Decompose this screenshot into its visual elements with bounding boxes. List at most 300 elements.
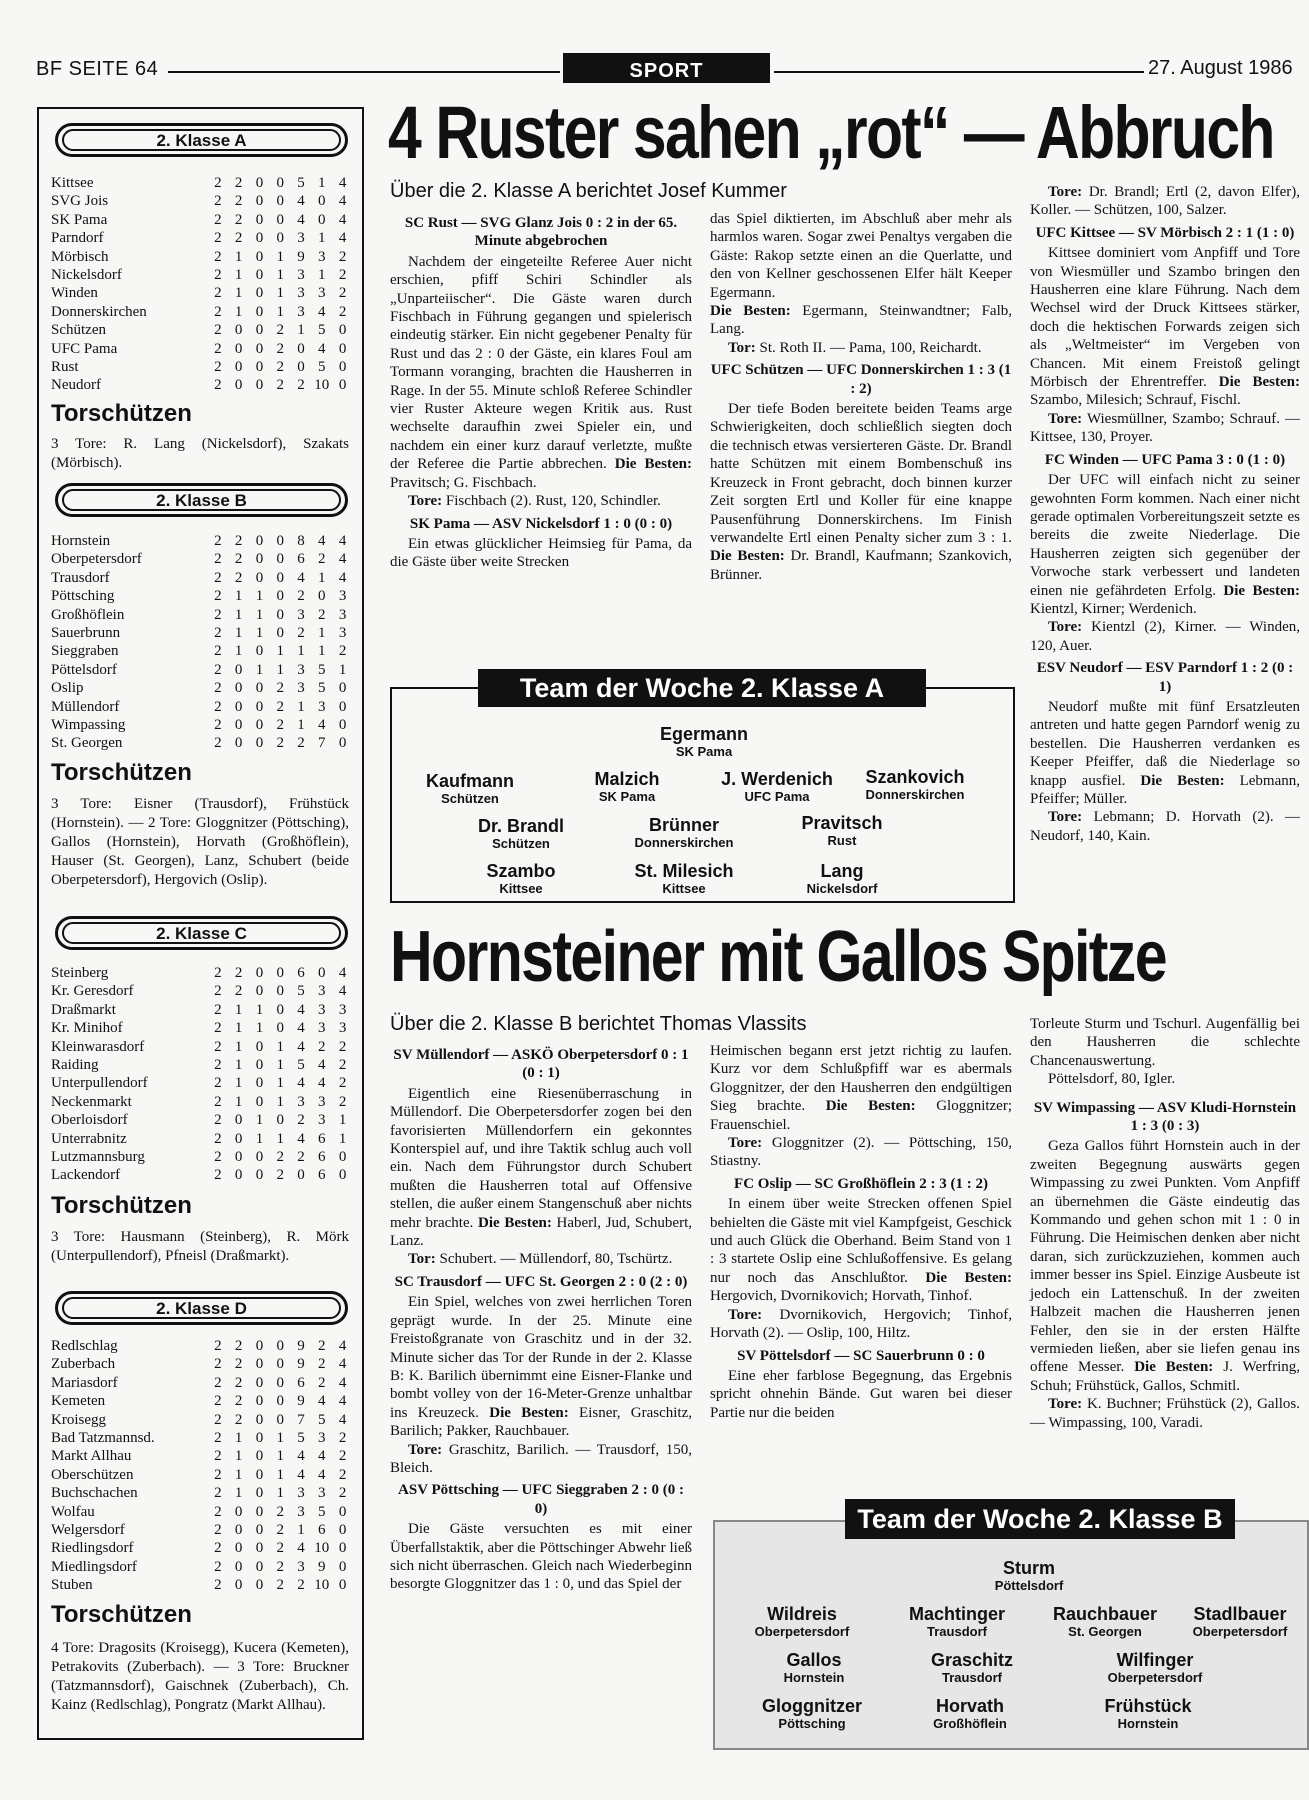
stat-cell: 1 [234, 1038, 243, 1055]
stat-cell: 2 [338, 1093, 347, 1110]
stat-cell: 1 [234, 267, 243, 284]
stat-cell: 4 [297, 569, 305, 586]
match-heading: FC Winden — UFC Pama 3 : 0 (1 : 0) [1044, 451, 1286, 468]
stat-cell: 2 [214, 588, 222, 605]
stat-cell: 0 [255, 717, 264, 734]
stat-cell: 4 [338, 211, 347, 228]
stat-cell: 2 [214, 661, 222, 678]
team-a-player: Kaufmann Schützen [425, 771, 514, 806]
stat-cell: 3 [297, 1503, 305, 1520]
stat-cell: 0 [234, 1522, 243, 1539]
article-b-column-2 [710, 1042, 1012, 1422]
stat-cell: 3 [318, 285, 326, 302]
stat-cell: 2 [234, 965, 243, 981]
stat-cell: 2 [214, 983, 222, 1000]
stat-cell: 2 [338, 303, 347, 320]
table-row [51, 1166, 353, 1184]
stat-cell: 4 [338, 1393, 347, 1410]
stat-cell: 1 [318, 569, 326, 586]
stat-cell: 4 [338, 1374, 347, 1391]
team-a-player: J. Werdenich UFC Pama [721, 769, 833, 804]
stat-cell: 2 [214, 377, 222, 394]
team-of-week-a-title: Team der Woche 2. Klasse A [478, 669, 926, 707]
stat-cell: 2 [214, 1093, 222, 1110]
stat-cell: 4 [318, 1448, 326, 1465]
stat-cell: 0 [255, 285, 264, 302]
stat-cell: 1 [297, 643, 305, 660]
stat-cell: 2 [214, 1149, 222, 1166]
team-name: Nickelsdorf [51, 267, 122, 284]
stat-cell: 0 [338, 717, 347, 734]
team-of-week-a [390, 673, 1015, 903]
stat-cell: 2 [276, 340, 284, 357]
stat-cell: 1 [234, 1093, 243, 1110]
match-report: Heimischen begann erst jetzt richtig zu laufen. Kurz vor dem Schlußpfiff war es abermals Gloggnitzer, der den Hausherren den endgültigen Sieg brachte. Die Besten: Gloggnitzer; Frauenschiel. [710, 1043, 1013, 1133]
stat-cell: 1 [338, 1130, 347, 1147]
stat-cell: 2 [297, 1149, 305, 1166]
stat-cell: 9 [297, 1393, 305, 1410]
match-scorers: Tore: Wiesmüllner, Szambo; Schrauf. — Kittsee, 130, Proyer. [1030, 410, 1300, 446]
stat-cell: 2 [214, 193, 222, 210]
stat-cell: 2 [214, 1057, 222, 1074]
stat-cell: 3 [318, 1112, 326, 1129]
stat-cell: 0 [234, 1503, 243, 1520]
stat-cell: 4 [318, 1075, 326, 1092]
table-row [51, 284, 353, 302]
stat-cell: 2 [214, 1356, 222, 1373]
table-row [51, 1429, 353, 1447]
stat-cell: 2 [276, 1577, 284, 1594]
table-row [51, 550, 353, 568]
team-name: Steinberg [51, 965, 109, 981]
stat-cell: 0 [234, 340, 243, 357]
stat-cell: 0 [338, 340, 347, 357]
stat-cell: 0 [234, 1540, 243, 1557]
stat-cell: 4 [338, 965, 347, 981]
stat-cell: 4 [297, 1075, 305, 1092]
stat-cell: 2 [318, 1356, 326, 1373]
stat-cell: 0 [234, 1112, 243, 1129]
stat-cell: 4 [297, 1466, 305, 1483]
table-row [51, 982, 353, 1000]
table-row [51, 1484, 353, 1502]
stat-cell: 2 [276, 1558, 284, 1575]
table-row [51, 1111, 353, 1129]
table-row [51, 248, 353, 266]
table-row [51, 964, 353, 982]
stat-cell: 3 [338, 625, 347, 642]
team-name: Oberpetersdorf [51, 551, 142, 568]
team-name: Schützen [51, 322, 106, 339]
match-report: In einem über weite Strecken offenen Spiel behielten die Gäste mit viel Kampfgeist, Geschick und auch Glück die Oberhand. Beim Stand von 1 : 3 startete Oslip eine Schlußoffensive. Es gelang nur noch das Anschlußtor. Die Besten: Hergovich, Dvornikovich; Horvath, Tinhof. [710, 1196, 1013, 1305]
team-name: Buchschachen [51, 1485, 138, 1502]
team-name: Zuberbach [51, 1356, 116, 1373]
stat-cell: 0 [255, 1393, 264, 1410]
stat-cell: 2 [214, 533, 222, 549]
team-name: Redlschlag [51, 1338, 118, 1354]
stat-cell: 3 [297, 285, 305, 302]
team-name: Trausdorf [51, 569, 110, 586]
stat-cell: 6 [318, 1522, 326, 1539]
team-b-player: Horvath Großhöflein [933, 1696, 1007, 1731]
stat-cell: 0 [276, 1338, 284, 1354]
stat-cell: 3 [318, 1093, 326, 1110]
stat-cell: 2 [297, 625, 305, 642]
match-best-players: Die Besten: Egermann, Steinwandtner; Falb, Lang. [710, 303, 1012, 338]
stat-cell: 0 [234, 1130, 243, 1147]
stat-cell: 1 [234, 285, 243, 302]
stat-cell: 2 [214, 359, 222, 376]
stat-cell: 2 [338, 1448, 347, 1465]
stat-cell: 1 [297, 698, 305, 715]
stat-cell: 4 [297, 1001, 305, 1018]
article-b-column-3 [1030, 1015, 1300, 1432]
stat-cell: 0 [255, 230, 264, 247]
team-name: St. Georgen [51, 735, 123, 752]
stat-cell: 4 [338, 1411, 347, 1428]
stat-cell: 2 [214, 1393, 222, 1410]
team-a-player: Szankovich Donnerskirchen [865, 767, 965, 802]
stat-cell: 1 [234, 248, 243, 265]
stat-cell: 2 [214, 267, 222, 284]
stat-cell: 4 [318, 1057, 326, 1074]
stat-cell: 5 [318, 359, 326, 376]
team-name: Stuben [51, 1577, 93, 1594]
stat-cell: 4 [338, 1356, 347, 1373]
stat-cell: 0 [318, 588, 326, 605]
stat-cell: 1 [276, 1093, 284, 1110]
stat-cell: 0 [234, 735, 243, 752]
stat-cell: 0 [255, 211, 264, 228]
stat-cell: 2 [214, 1503, 222, 1520]
stat-cell: 4 [338, 230, 347, 247]
stat-cell: 4 [297, 211, 305, 228]
stat-cell: 0 [338, 698, 347, 715]
match-heading: FC Oslip — SC Großhöflein 2 : 3 (1 : 2) [734, 1175, 988, 1192]
stat-cell: 4 [297, 1130, 305, 1147]
stat-cell: 2 [276, 1149, 284, 1166]
table-row [51, 624, 353, 642]
team-a-player: Dr. Brandl Schützen [477, 816, 565, 851]
match-heading: SC Trausdorf — UFC St. Georgen 2 : 0 (2 : 0) [394, 1273, 688, 1290]
stat-cell: 10 [314, 1540, 330, 1557]
table-row [51, 1130, 353, 1148]
klasse-c-scorers: 3 Tore: Hausmann (Steinberg), R. Mörk (Unterpullendorf), Pfneisl (Draßmarkt). [51, 1229, 349, 1264]
stat-cell: 0 [255, 1503, 264, 1520]
stat-cell: 3 [318, 698, 326, 715]
klasse-c-table [51, 964, 353, 1185]
stat-cell: 1 [234, 1430, 243, 1447]
stat-cell: 1 [255, 1112, 264, 1129]
stat-cell: 2 [234, 1374, 243, 1391]
stat-cell: 2 [297, 1577, 305, 1594]
team-name: Müllendorf [51, 698, 120, 715]
stat-cell: 1 [234, 606, 243, 623]
stat-cell: 2 [276, 1503, 284, 1520]
stat-cell: 2 [297, 588, 305, 605]
stat-cell: 3 [297, 303, 305, 320]
stat-cell: 5 [297, 1057, 305, 1074]
stat-cell: 10 [314, 377, 330, 394]
stat-cell: 2 [338, 643, 347, 660]
stat-cell: 1 [338, 1112, 347, 1129]
stat-cell: 2 [214, 1411, 222, 1428]
table-row [51, 698, 353, 716]
stat-cell: 9 [297, 248, 305, 265]
team-a-player: Egermann SK Pama [659, 724, 749, 759]
team-name: Mariasdorf [51, 1374, 118, 1391]
match-scorers: Tore: Dr. Brandl; Ertl (2, davon Elfer), Koller. — Schützen, 100, Salzer. [1030, 184, 1300, 219]
stat-cell: 2 [214, 698, 222, 715]
issue-date: 27. August 1986 [1148, 57, 1293, 79]
stat-cell: 1 [297, 1522, 305, 1539]
match-heading: SK Pama — ASV Nickelsdorf 1 : 0 (0 : 0) [409, 515, 673, 532]
table-row [51, 734, 353, 752]
header-rule-left [168, 71, 560, 73]
stat-cell: 1 [318, 643, 326, 660]
stat-cell: 0 [276, 625, 284, 642]
stat-cell: 0 [318, 211, 326, 228]
klasse-d-title-frame [55, 1291, 348, 1325]
stat-cell: 9 [318, 1558, 326, 1575]
stat-cell: 4 [338, 175, 347, 191]
stat-cell: 2 [214, 1112, 222, 1129]
stat-cell: 2 [338, 248, 347, 265]
stat-cell: 1 [276, 1075, 284, 1092]
klasse-b-title-frame [55, 483, 348, 517]
stat-cell: 4 [338, 1338, 347, 1354]
stat-cell: 3 [338, 1001, 347, 1018]
stat-cell: 1 [276, 1038, 284, 1055]
stat-cell: 4 [338, 983, 347, 1000]
stat-cell: 0 [338, 1577, 347, 1594]
stat-cell: 0 [234, 1558, 243, 1575]
stat-cell: 0 [255, 175, 264, 191]
stat-cell: 1 [297, 717, 305, 734]
table-row [51, 358, 353, 376]
stat-cell: 1 [255, 625, 264, 642]
stat-cell: 0 [255, 680, 264, 697]
stat-cell: 2 [234, 533, 243, 549]
stat-cell: 1 [255, 661, 264, 678]
table-row [51, 587, 353, 605]
stat-cell: 1 [276, 1430, 284, 1447]
stat-cell: 2 [338, 285, 347, 302]
stat-cell: 1 [255, 606, 264, 623]
stat-cell: 0 [255, 643, 264, 660]
stat-cell: 0 [255, 1093, 264, 1110]
klasse-a-title-frame [55, 123, 348, 157]
stat-cell: 0 [255, 533, 264, 549]
stat-cell: 0 [255, 1522, 264, 1539]
stat-cell: 5 [318, 1411, 326, 1428]
stat-cell: 0 [276, 1356, 284, 1373]
table-row [51, 661, 353, 679]
stat-cell: 2 [234, 1356, 243, 1373]
klasse-d-title: 2. Klasse D [62, 1297, 341, 1319]
stat-cell: 0 [255, 1485, 264, 1502]
stat-cell: 6 [297, 1374, 305, 1391]
stat-cell: 1 [276, 1057, 284, 1074]
team-a-player: Malzich SK Pama [594, 769, 660, 804]
match-scorers: Tore: Kientzl (2), Kirner. — Winden, 120, Auer. [1030, 619, 1300, 654]
stat-cell: 2 [214, 717, 222, 734]
team-b-player: Machtinger Trausdorf [908, 1604, 1005, 1639]
stat-cell: 0 [255, 1149, 264, 1166]
stat-cell: 2 [214, 211, 222, 228]
team-name: Winden [51, 285, 98, 302]
team-name: Kroisegg [51, 1411, 106, 1428]
table-row [51, 679, 353, 697]
stat-cell: 0 [234, 377, 243, 394]
team-name: SK Pama [51, 211, 108, 228]
table-row [51, 1056, 353, 1074]
stat-cell: 6 [318, 1167, 326, 1184]
stat-cell: 2 [338, 1057, 347, 1074]
table-row [51, 376, 353, 394]
stat-cell: 2 [214, 1020, 222, 1037]
team-name: Kemeten [51, 1393, 106, 1410]
stat-cell: 2 [214, 1448, 222, 1465]
stat-cell: 2 [297, 1112, 305, 1129]
team-name: Bad Tatzmannsd. [51, 1430, 155, 1447]
stat-cell: 1 [276, 303, 284, 320]
table-row [51, 1337, 353, 1355]
klasse-d-table [51, 1337, 353, 1595]
standings-sidebar [37, 107, 364, 1740]
stat-cell: 1 [234, 1057, 243, 1074]
stat-cell: 3 [297, 1093, 305, 1110]
stat-cell: 0 [234, 698, 243, 715]
team-name: Donnerskirchen [51, 303, 147, 320]
stat-cell: 3 [318, 248, 326, 265]
stat-cell: 4 [297, 1038, 305, 1055]
stat-cell: 6 [297, 965, 305, 981]
match-report: Die Gäste versuchten es mit einer Überfallstaktik, aber die Pöttschinger Abwehr ließ sich nicht überraschen. Gleich nach Wiederbeginn besorgte Gloggnitzer das 1 : 0, und das Spiel der [390, 1521, 692, 1593]
stat-cell: 0 [276, 1393, 284, 1410]
stat-cell: 0 [255, 377, 264, 394]
stat-cell: 0 [338, 322, 347, 339]
stat-cell: 0 [255, 1057, 264, 1074]
klasse-b-table [51, 532, 353, 753]
table-row [51, 1019, 353, 1037]
stat-cell: 0 [338, 1522, 347, 1539]
team-name: UFC Pama [51, 340, 118, 357]
page-number: BF SEITE 64 [36, 58, 159, 80]
stat-cell: 2 [214, 1466, 222, 1483]
stat-cell: 0 [255, 1430, 264, 1447]
stat-cell: 9 [297, 1338, 305, 1354]
stat-cell: 0 [276, 1020, 284, 1037]
stat-cell: 2 [214, 322, 222, 339]
team-name: Oslip [51, 680, 84, 697]
stat-cell: 0 [255, 322, 264, 339]
stat-cell: 2 [214, 1167, 222, 1184]
match-heading: ASV Pöttsching — UFC Sieggraben 2 : 0 (0 : 0) [398, 1482, 684, 1517]
stat-cell: 2 [276, 359, 284, 376]
stat-cell: 2 [214, 551, 222, 568]
stat-cell: 2 [318, 551, 326, 568]
team-name: SVG Jois [51, 193, 109, 210]
stat-cell: 0 [297, 340, 305, 357]
team-a-player: Lang Nickelsdorf [806, 861, 878, 896]
stat-cell: 0 [338, 359, 347, 376]
stat-cell: 6 [318, 1149, 326, 1166]
match-report: Der UFC will einfach nicht zu seiner gewohnten Form kommen. Nach einer nicht gerade optimalen Vorbereitungszeit setzte es bereits die zweite Niederlage. Die Hausherren zeigten sich gegenüber der Vorwoche stark verbessert und landeten einen nie gefährdeten Erfolg. Die Besten: Kientzl, Kirner; Werdenich. [1030, 472, 1301, 617]
stat-cell: 0 [234, 661, 243, 678]
stat-cell: 1 [234, 1020, 243, 1037]
klasse-c-scorers-heading: Torschützen [51, 1192, 192, 1219]
stat-cell: 2 [234, 193, 243, 210]
stat-cell: 0 [338, 1558, 347, 1575]
team-name: Kleinwarasdorf [51, 1038, 145, 1055]
stat-cell: 3 [297, 606, 305, 623]
stat-cell: 0 [234, 359, 243, 376]
table-row [51, 569, 353, 587]
stat-cell: 4 [297, 1540, 305, 1557]
team-name: Pöttsching [51, 588, 115, 605]
stat-cell: 0 [276, 1112, 284, 1129]
stat-cell: 1 [276, 285, 284, 302]
team-name: Sieggraben [51, 643, 119, 660]
stat-cell: 3 [318, 1485, 326, 1502]
stat-cell: 0 [255, 1038, 264, 1055]
stat-cell: 0 [255, 1540, 264, 1557]
stat-cell: 2 [214, 303, 222, 320]
table-row [51, 303, 353, 321]
stat-cell: 2 [214, 569, 222, 586]
stat-cell: 1 [234, 1485, 243, 1502]
stat-cell: 1 [276, 248, 284, 265]
stat-cell: 0 [318, 193, 326, 210]
stat-cell: 2 [297, 377, 305, 394]
match-report: Ein etwas glücklicher Heimsieg für Pama, da die Gäste über weite Strecken [390, 535, 692, 571]
stat-cell: 0 [255, 1411, 264, 1428]
team-name: Sauerbrunn [51, 625, 121, 642]
stat-cell: 1 [255, 1020, 264, 1037]
stat-cell: 2 [234, 1338, 243, 1354]
match-scorers: Tore: Gloggnitzer (2). — Pöttsching, 150, Stiastny. [710, 1135, 1012, 1170]
klasse-a-scorers: 3 Tore: R. Lang (Nickelsdorf), Szakats (Mörbisch). [51, 436, 349, 471]
stat-cell: 0 [255, 698, 264, 715]
stat-cell: 0 [255, 1075, 264, 1092]
table-row [51, 1558, 353, 1576]
stat-cell: 0 [255, 569, 264, 586]
team-name: Markt Allhau [51, 1448, 132, 1465]
stat-cell: 0 [297, 1167, 305, 1184]
team-b-player: Graschitz Trausdorf [930, 1650, 1014, 1685]
stat-cell: 0 [338, 1540, 347, 1557]
stat-cell: 1 [318, 625, 326, 642]
stat-cell: 2 [214, 680, 222, 697]
table-row [51, 606, 353, 624]
stat-cell: 2 [214, 1338, 222, 1354]
stat-cell: 1 [255, 1001, 264, 1018]
team-name: Wolfau [51, 1503, 95, 1520]
stat-cell: 0 [276, 588, 284, 605]
team-name: Oberloisdorf [51, 1112, 128, 1129]
stat-cell: 2 [214, 230, 222, 247]
stat-cell: 0 [255, 983, 264, 1000]
match-heading: SC Rust — SVG Glanz Jois 0 : 2 in der 65. Minute abgebrochen [404, 215, 678, 250]
match-report: Torleute Sturm und Tschurl. Augenfällig bei den Hausherren die schlechte Chancenauswertung. [1030, 1016, 1300, 1069]
team-a-player: Pravitsch Rust [801, 813, 883, 848]
stat-cell: 0 [255, 1577, 264, 1594]
stat-cell: 3 [338, 588, 347, 605]
stat-cell: 1 [297, 322, 305, 339]
stat-cell: 4 [297, 193, 305, 210]
stat-cell: 7 [297, 1411, 305, 1428]
